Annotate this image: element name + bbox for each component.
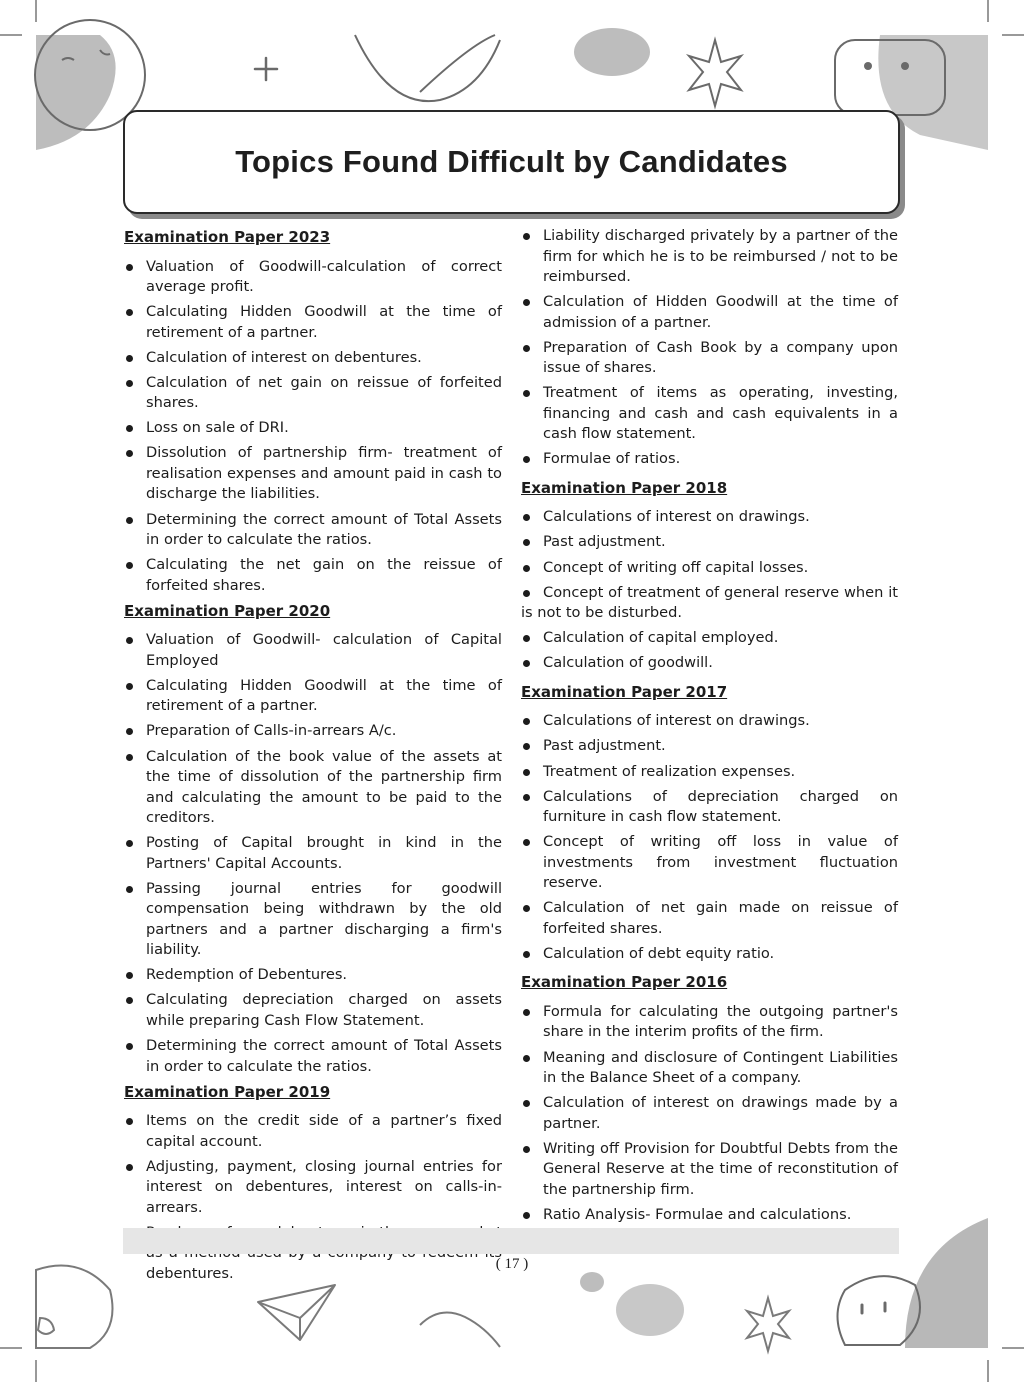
list-item: Passing journal entries for goodwill compensation being withdrawn by the old partners and a partner discharging a firm's liability. xyxy=(124,879,502,961)
title-banner xyxy=(123,110,900,214)
section-2020 xyxy=(124,601,502,1077)
list-item: Liability discharged privately by a partner of the firm for which he is to be reimbursed / not to be reimbursed. xyxy=(521,226,898,288)
list-item: Treatment of realization expenses. xyxy=(521,762,898,783)
left-column xyxy=(124,226,502,1289)
list-item: Calculations of depreciation charged on furniture in cash flow statement. xyxy=(521,787,898,828)
list-item: Calculation of interest on drawings made by a partner. xyxy=(521,1093,898,1134)
list-item: Calculation of net gain on reissue of forfeited shares. xyxy=(124,373,502,414)
list-item: Preparation of Cash Book by a company upon issue of shares. xyxy=(521,338,898,379)
section-heading: Examination Paper 2019 xyxy=(124,1082,331,1101)
topic-list xyxy=(521,507,898,673)
section-2018 xyxy=(521,478,898,674)
list-item: Valuation of Goodwill-calculation of correct average profit. xyxy=(124,257,502,298)
list-item: Determining the correct amount of Total Assets in order to calculate the ratios. xyxy=(124,510,502,551)
list-item: Calculation of the book value of the assets at the time of dissolution of the partnership firm and calculating the amount to be paid to the creditors. xyxy=(124,747,502,829)
list-item: Determining the correct amount of Total Assets in order to calculate the ratios. xyxy=(124,1036,502,1077)
list-item: Calculations of interest on drawings. xyxy=(521,711,898,732)
right-column xyxy=(521,226,898,1230)
list-item: Loss on sale of DRI. xyxy=(124,418,502,439)
footer-bar xyxy=(123,1228,899,1254)
section-heading: Examination Paper 2018 xyxy=(521,478,728,497)
topic-list xyxy=(521,1002,898,1225)
list-item: Preparation of Calls-in-arrears A/c. xyxy=(124,721,502,742)
list-item: Treatment of items as operating, investing, financing and cash and cash equivalents in a cash flow statement. xyxy=(521,383,898,445)
list-item: Past adjustment. xyxy=(521,736,898,757)
list-item: Calculation of net gain made on reissue of forfeited shares. xyxy=(521,898,898,939)
section-heading: Examination Paper 2017 xyxy=(521,682,728,701)
section-2023 xyxy=(124,227,502,596)
topic-list-2019-continued xyxy=(521,226,898,470)
topic-list xyxy=(124,630,502,1077)
topic-list xyxy=(124,257,502,597)
page-number: ( 17 ) xyxy=(495,1256,529,1272)
list-item: Calculation of debt equity ratio. xyxy=(521,944,898,965)
list-item: Concept of writing off loss in value of investments from investment fluctuation reserve. xyxy=(521,832,898,894)
list-item: Calculation of capital employed. xyxy=(521,628,898,649)
list-item: Writing off Provision for Doubtful Debts from the General Reserve at the time of reconstitution of the partnership firm. xyxy=(521,1139,898,1201)
list-item: debentures. xyxy=(124,1223,502,1285)
section-heading: Examination Paper 2023 xyxy=(124,228,331,246)
list-item: Formula for calculating the outgoing partner's share in the interim profits of the firm. xyxy=(521,1002,898,1043)
list-item: Redemption of Debentures. xyxy=(124,965,502,986)
section-2016 xyxy=(521,972,898,1225)
list-item: Items on the credit side of a partner’s fixed capital account. xyxy=(124,1111,502,1152)
list-item: Calculating depreciation charged on assets while preparing Cash Flow Statement. xyxy=(124,990,502,1031)
list-item: Concept of writing off capital losses. xyxy=(521,558,898,579)
page-title: Topics Found Difficult by Candidates xyxy=(235,144,788,179)
section-2017 xyxy=(521,682,898,965)
list-item: Calculating Hidden Goodwill at the time of retirement of a partner. xyxy=(124,302,502,343)
list-item: Formulae of ratios. xyxy=(521,449,898,470)
list-item: Adjusting, payment, closing journal entries for interest on debentures, interest on calls-in-arrears. xyxy=(124,1157,502,1219)
section-heading: Examination Paper 2020 xyxy=(124,601,331,620)
list-item: Calculating the net gain on the reissue of forfeited shares. xyxy=(124,555,502,596)
list-item: Concept of treatment of general reserve when it is not to be disturbed. xyxy=(521,583,898,624)
list-item: Valuation of Goodwill- calculation of Capital Employed xyxy=(124,630,502,671)
list-item: Past adjustment. xyxy=(521,532,898,553)
list-item: Calculation of interest on debentures. xyxy=(124,348,502,369)
topic-list xyxy=(521,711,898,964)
list-item: Dissolution of partnership firm- treatment of realisation expenses and amount paid in cash to discharge the liabilities. xyxy=(124,443,502,505)
list-item: Calculating Hidden Goodwill at the time of retirement of a partner. xyxy=(124,676,502,717)
list-item: Calculation of goodwill. xyxy=(521,653,898,674)
list-item: Posting of Capital brought in kind in the Partners' Capital Accounts. xyxy=(124,833,502,874)
list-item: Ratio Analysis- Formulae and calculations. xyxy=(521,1205,898,1226)
section-heading: Examination Paper 2016 xyxy=(521,973,728,992)
list-item: Meaning and disclosure of Contingent Liabilities in the Balance Sheet of a company. xyxy=(521,1048,898,1089)
list-item: Calculation of Hidden Goodwill at the time of admission of a partner. xyxy=(521,292,898,333)
list-item: Calculations of interest on drawings. xyxy=(521,507,898,528)
